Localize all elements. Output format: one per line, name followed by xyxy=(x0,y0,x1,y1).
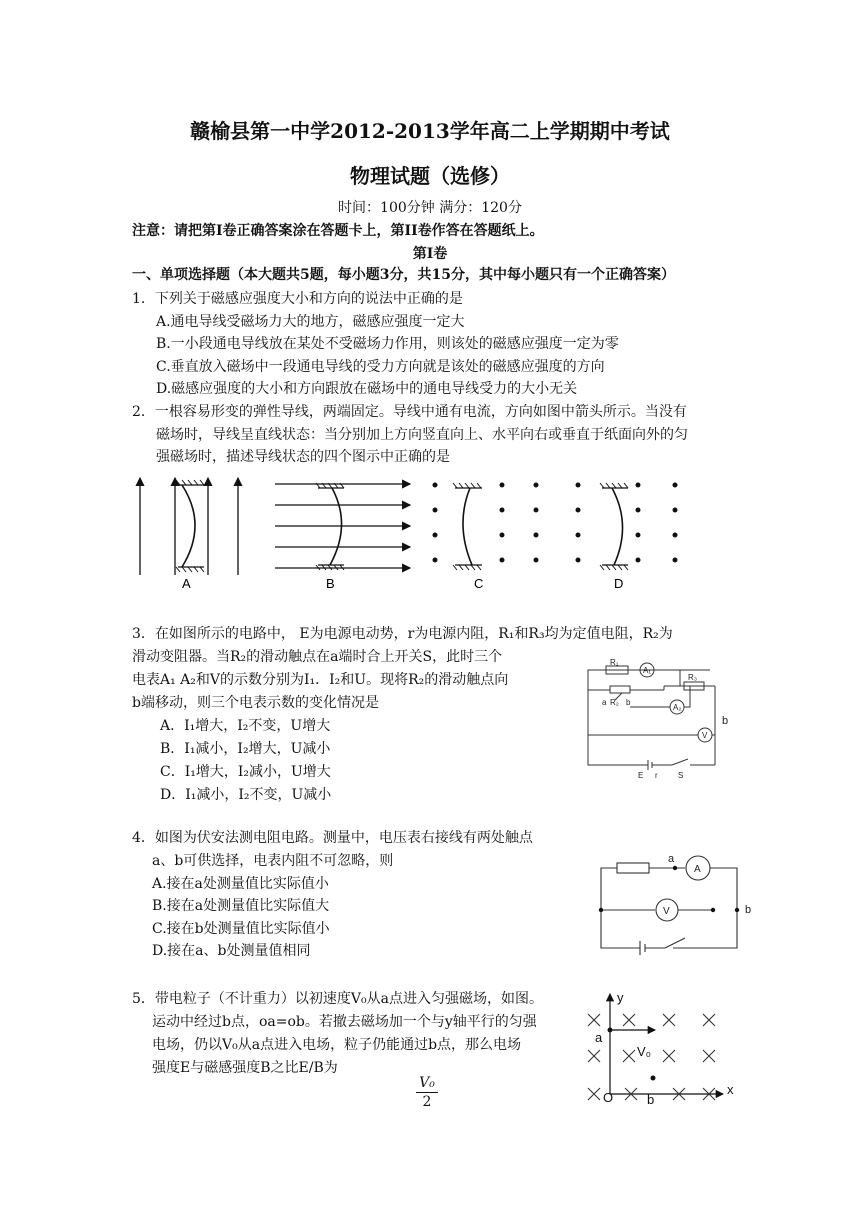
q5-stem-line4: 强度E与磁感强度B之比E/B为 xyxy=(152,1060,338,1076)
q1-option-b: B.一小段通电导线放在某处不受磁场力作用，则该处的磁感应强度一定为零 xyxy=(156,336,619,352)
q2-figures xyxy=(120,470,700,595)
q4-circuit-diagram xyxy=(595,850,765,960)
answer-fraction xyxy=(412,1075,442,1110)
velocity-label: V₀ xyxy=(637,1044,652,1059)
label-v: V xyxy=(702,731,708,740)
q4-option-a: A.接在a处测量值比实际值小 xyxy=(152,876,329,892)
q1-option-d: D.磁感应强度的大小和方向跟放在磁场中的通电导线受力的大小无关 xyxy=(156,381,578,397)
q1-option-a: A.通电导线受磁场力大的地方，磁感应强度一定大 xyxy=(156,314,465,330)
cross-marks xyxy=(588,1014,715,1100)
label-e: E xyxy=(638,771,644,780)
q5-stem-line2: 运动中经过b点，oa=ob。若撤去磁场加一个与y轴平行的匀强 xyxy=(152,1014,537,1030)
fraction-numerator: V₀ xyxy=(419,1075,435,1091)
figure-label-a: A xyxy=(182,576,191,591)
fraction-denominator: 2 xyxy=(422,1094,432,1110)
q3-stem-line4: b端移动，则三个电表示数的变化情况是 xyxy=(132,695,379,711)
label-r1: R₁ xyxy=(610,658,619,667)
figure-c xyxy=(433,483,538,570)
q2-stem-line2: 磁场时，导线呈直线状态：当分别加上方向竖直向上、水平向右或垂直于纸面向外的匀 xyxy=(156,427,688,443)
page-title: 赣榆县第一中学2012-2013学年高二上学期期中考试 xyxy=(190,119,670,143)
section-heading: 一、单项选择题（本大题共5题，每小题3分，共15分，其中每小题只有一个正确答案） xyxy=(132,267,675,283)
label-a: a xyxy=(668,853,675,865)
label-b: b xyxy=(626,698,631,707)
label-r: r xyxy=(655,771,658,780)
axis-y-label: y xyxy=(617,990,624,1005)
q3-option-c: C．I₁增大，I₂减小，U增大 xyxy=(160,764,331,780)
label-s: S xyxy=(678,771,684,780)
voltmeter-label: V xyxy=(663,906,670,917)
q3-option-d: D．I₁减小，I₂不变，U减小 xyxy=(160,787,332,803)
q3-option-a: A．I₁增大，I₂不变，U增大 xyxy=(160,718,331,734)
q4-stem-line2: a、b可供选择，电表内阻不可忽略，则 xyxy=(152,853,394,869)
page-subtitle: 物理试题（选修） xyxy=(350,164,510,188)
point-a-label: a xyxy=(595,1030,603,1045)
q4-stem-line1: 4．如图为伏安法测电阻电路。测量中，电压表右接线有两处触点 xyxy=(132,830,533,846)
q1-stem: 1．下列关于磁感应强度大小和方向的说法中正确的是 xyxy=(132,291,463,307)
q4-option-c: C.接在b处测量值比实际值小 xyxy=(152,921,330,937)
q4-option-b: B.接在a处测量值比实际值大 xyxy=(152,898,330,914)
q5-stem-line1: 5．带电粒子（不计重力）以初速度V₀从a点进入匀强磁场，如图。 xyxy=(132,991,543,1007)
figure-b xyxy=(275,483,410,570)
q3-stem-line2: 滑动变阻器。当R₂的滑动触点在a端时合上开关S，此时三个 xyxy=(132,649,503,665)
label-b-node: b xyxy=(722,715,729,727)
point-b-label: b xyxy=(647,1092,655,1107)
q2-stem-line1: 2．一根容易形变的弹性导线，两端固定。导线中通有电流，方向如图中箭头所示。当没有 xyxy=(132,404,687,420)
time-score: 时间：100分钟 满分：120分 xyxy=(338,200,522,216)
figure-d xyxy=(576,483,677,570)
notice: 注意：请把第Ⅰ卷正确答案涂在答题卡上，第II卷作答在答题纸上。 xyxy=(132,223,544,239)
figure-a xyxy=(140,478,238,575)
ammeter-label: A xyxy=(694,864,701,875)
label-b: b xyxy=(745,904,752,916)
axis-x-label: x xyxy=(727,1082,734,1097)
q3-option-b: B．I₁减小，I₂增大，U减小 xyxy=(160,741,331,757)
label-a2: A₂ xyxy=(673,703,682,712)
q3-circuit-diagram xyxy=(580,660,730,778)
q2-stem-line3: 强磁场时，描述导线状态的四个图示中正确的是 xyxy=(156,449,450,465)
figure-label-c: C xyxy=(474,576,484,591)
q5-stem-line3: 电场，仍以V₀从a点进入电场，粒子仍能通过b点，那么电场 xyxy=(152,1037,522,1053)
q4-option-d: D.接在a、b处测量值相同 xyxy=(152,943,311,959)
q1-option-c: C.垂直放入磁场中一段通电导线的受力方向就是该处的磁感应强度的方向 xyxy=(156,359,605,375)
figure-label-d: D xyxy=(614,576,624,591)
q5-field-diagram xyxy=(585,990,745,1110)
label-r2: R₂ xyxy=(610,698,619,707)
figure-label-b: B xyxy=(326,576,335,591)
origin-label: O xyxy=(603,1090,614,1105)
label-a: a xyxy=(602,698,607,707)
q3-stem-line3: 电表A₁ A₂和V的示数分别为I₁．I₂和U。现将R₂的滑动触点向 xyxy=(132,672,509,688)
volume-label: 第Ⅰ卷 xyxy=(412,246,448,262)
q3-stem-line1: 3．在如图所示的电路中， E为电源电动势，r为电源内阻，R₁和R₃均为定值电阻，R₂为 xyxy=(132,626,673,642)
label-r3: R₃ xyxy=(688,673,698,682)
label-a1: A₁ xyxy=(643,666,652,675)
